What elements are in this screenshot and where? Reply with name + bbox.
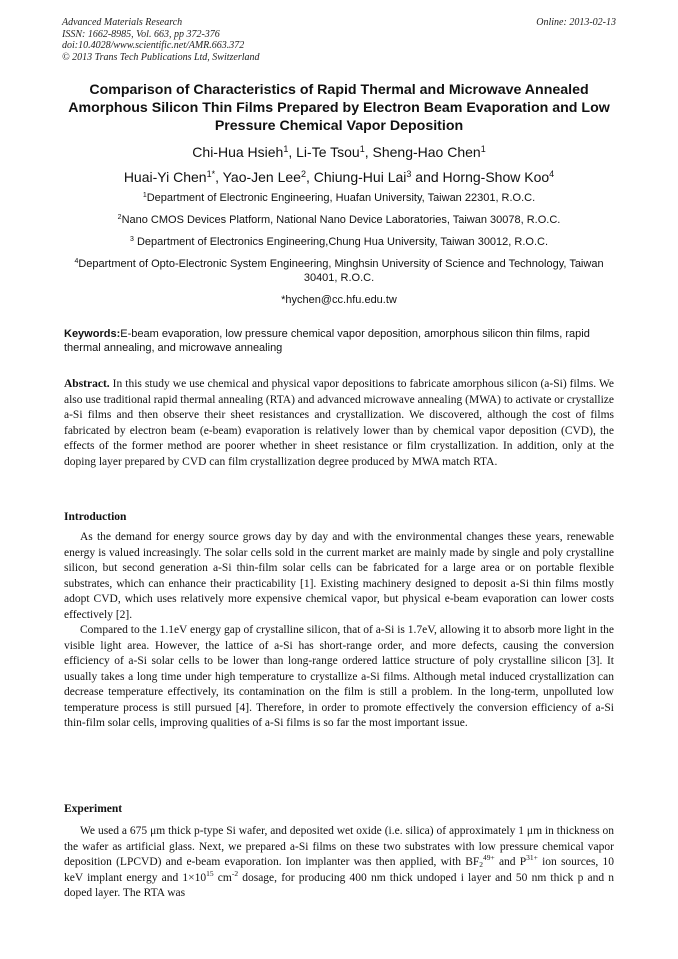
doi: doi:10.4028/www.scientific.net/AMR.663.372 — [62, 40, 245, 51]
abstract — [64, 377, 614, 470]
author-affil-sup: 1 — [480, 144, 486, 154]
affiliation — [64, 235, 614, 249]
affiliation-sup: 3 — [129, 236, 134, 243]
experiment-text: and P — [494, 856, 527, 868]
author-name: Sheng-Hao Chen — [372, 144, 481, 160]
author-name: Chi-Hua Hsieh — [192, 144, 284, 160]
affiliation-text: Department of Opto-Electronic System Engineering, Minghsin University of Science and Technology, Taiwan 30401, R.O.C. — [78, 258, 604, 284]
online-date: Online: 2013-02-13 — [536, 17, 616, 28]
paper-title: Comparison of Characteristics of Rapid Thermal and Microwave Annealed Amorphous Silicon Thin Films Prepared by Electron Beam Evaporation and Low Pressure Chemical Vapor Deposition — [68, 82, 610, 134]
abstract-label: Abstract. — [64, 378, 110, 390]
affiliation-sup: 1 — [142, 192, 147, 199]
superscript: -2 — [231, 868, 239, 878]
affiliation-text: Nano CMOS Devices Platform, National Nano Device Laboratories, Taiwan 30078, R.O.C. — [121, 214, 561, 226]
author-line-2: Huai-Yi Chen$^{1*}$, Yao-Jen Lee$^2$, Chiung-Hui Lai$^3$ and Horng-Show Koo$^4$ — [123, 169, 555, 185]
author-line-1: Chi-Hua Hsieh$^1$, Li-Te Tsou$^1$, Sheng-Hao Chen$^1$ — [192, 144, 486, 160]
affiliation-text: Department of Electronics Engineering,Chung Hua University, Taiwan 30012, R.O.C. — [136, 236, 549, 248]
experiment-text: ion sources, 10 keV implant energy and 1×10 — [64, 856, 614, 884]
copyright: © 2013 Trans Tech Publications Ltd, Switzerland — [62, 51, 260, 63]
author-affil-sup: 4 — [549, 169, 555, 179]
introduction-paragraph: Compared to the 1.1eV energy gap of crystalline silicon, that of a-Si is 1.7eV, allowing it to absorb more light in the visible light area. However, the lattice of a-Si has short-range order, and more defects, causing the conversion efficiency of a-Si solar cells to be lower than long-range ordered lattice structure of poly crystalline silicon [3]. It usually takes a long time under high temperature to crystallize a-Si films. Although metal induced crystallization can decrease temperature effectively, its contamination on the film is still a problem. In the long-term, unpolluted low temperature process is still pursued [4]. Therefore, in order to promote effectively the conversion efficiency of a-Si thin-film solar cells, improving qualities of a-Si films is so far the most important issue. — [64, 624, 614, 729]
experiment-text: cm — [213, 871, 232, 884]
author-name: Li-Te Tsou — [296, 144, 360, 160]
abstract-text: In this study we use chemical and physical vapor depositions to fabricate amorphous silicon (a-Si) films. We also use traditional rapid thermal annealing (RTA) and advanced microwave annealing (MWA) to activate or crystallize a-Si films and then observe their sheet resistances and crystallization. We discovered, although the cost of films fabricated by electron beam (e-beam) evaporation is relatively lower than by chemical vapor deposition (CVD), the effects of the former method are poorer whether in sheet resistance or film crystallization. In addition, only at the doping layer prepared by CVD can film crystallization degree produced by MWA match RTA. — [64, 378, 614, 468]
author-affil-sup: 1 — [359, 144, 365, 154]
experiment-text: We used a 675 μm thick p-type Si wafer, and deposited wet oxide (i.e. silica) of approximately 1 μm in thickness on the wafer as artificial glass. Next, we prepared a-Si films on these two substrates with low pressure chemical vapor deposition (LPCVD) and e-beam evaporation. Ion implanter was then applied, with BF — [64, 825, 614, 868]
issn: ISSN: 1662-8985, Vol. 663, pp 372-376 — [62, 28, 220, 40]
corresponding-email: *hychen@cc.hfu.edu.tw — [281, 294, 397, 306]
superscript: 31+ — [526, 853, 538, 862]
experiment-body — [64, 824, 614, 902]
experiment-heading: Experiment — [64, 803, 123, 815]
affiliation — [64, 191, 614, 205]
experiment-text: dosage, for producing 400 nm thick undoped i layer and 50 nm thick p and n doped layer. The RTA was — [64, 871, 614, 899]
author-affil-sup: 2 — [300, 169, 306, 179]
superscript: 15 — [206, 868, 214, 878]
introduction-heading: Introduction — [64, 511, 127, 523]
introduction-body — [64, 530, 614, 732]
author-and: and — [415, 169, 439, 185]
affiliation — [64, 213, 614, 227]
affiliation-sup: 4 — [74, 258, 79, 265]
keywords-label: Keywords: — [64, 328, 121, 340]
author-list — [64, 140, 614, 190]
keywords — [64, 327, 614, 355]
author-name: Chiung-Hui Lai — [313, 169, 407, 185]
experiment-paragraph — [64, 824, 614, 902]
keywords-text: E-beam evaporation, low pressure chemical vapor deposition, amorphous silicon thin films, rapid thermal annealing, and microwave annealing — [64, 328, 590, 354]
author-name: Huai-Yi Chen — [123, 169, 207, 185]
journal-header — [62, 17, 616, 63]
introduction-paragraph: As the demand for energy source grows day by day and with the environmental changes these years, renewable energy is valued increasingly. The solar cells sold in the current market are mainly made by single and poly crystalline silicon, but second generation a-Si thin-film solar cells can be fabricated for a large area or on portable flexible substrates, which can enhance their practicability [1]. Existing machinery designed to deposit a-Si thin films mostly adopt CVD, which uses relatively more expensive chemical vapor, but physical e-beam evaporation can lower costs effectively [2]. — [64, 531, 614, 621]
journal-name: Advanced Materials Research — [62, 17, 183, 28]
author-affil-sup: 3 — [406, 169, 412, 179]
header-left — [62, 17, 616, 63]
author-affil-sup: 1* — [206, 169, 216, 179]
subscript: 2 — [479, 860, 484, 869]
author-name: Horng-Show Koo — [442, 169, 550, 185]
author-name: Yao-Jen Lee — [222, 169, 301, 185]
superscript: 49+ — [483, 853, 495, 862]
affiliation — [64, 257, 614, 285]
affiliation-sup: 2 — [117, 214, 122, 221]
affiliation-text: Department of Electronic Engineering, Huafan University, Taiwan 22301, R.O.C. — [146, 192, 536, 204]
author-affil-sup: 1 — [283, 144, 289, 154]
affiliation-list — [64, 191, 614, 307]
